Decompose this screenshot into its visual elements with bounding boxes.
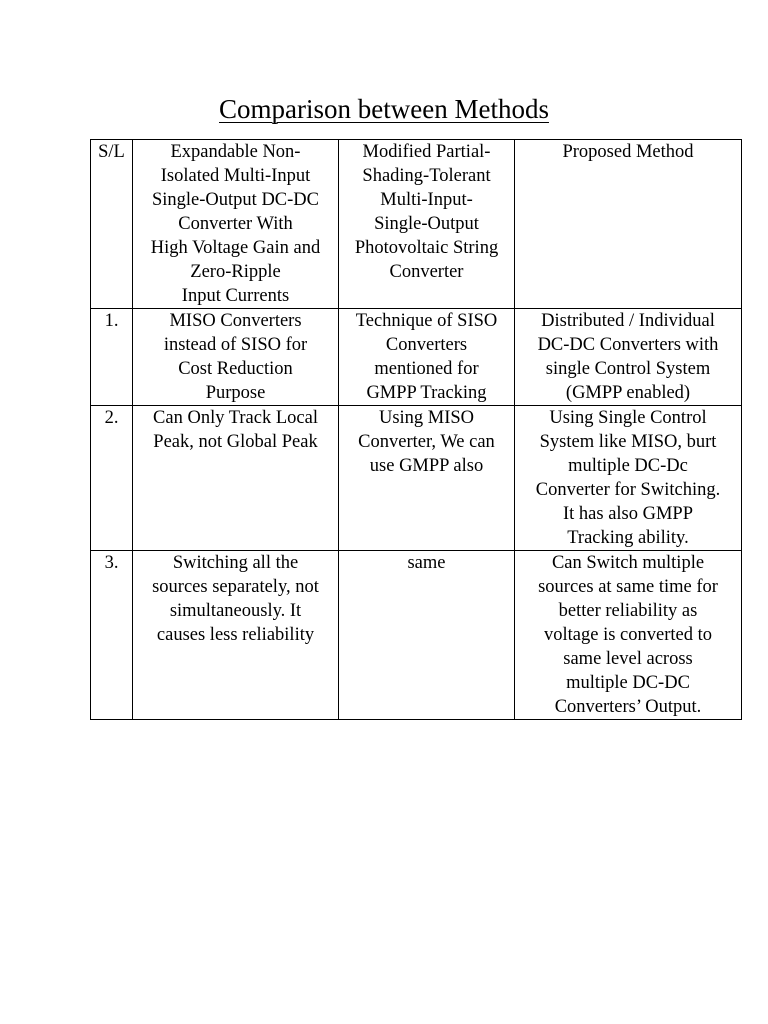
table-cell: Distributed / Individual DC-DC Converters with single Control System (GMPP enabled) [515, 309, 742, 406]
table-row [91, 309, 742, 406]
table-cell: MISO Converters instead of SISO for Cost Reduction Purpose [133, 309, 339, 406]
header-cell-expandable-method: Expandable Non- Isolated Multi-Input Single-Output DC-DC Converter With High Voltage Gain and Zero-Ripple Input Currents [133, 140, 339, 309]
table-row [91, 406, 742, 551]
table-cell: Switching all the sources separately, not simultaneously. It causes less reliability [133, 551, 339, 720]
table-cell: same [339, 551, 515, 720]
table-cell: Can Switch multiple sources at same time for better reliability as voltage is converted to same level across multiple DC-DC Converters’ Output. [515, 551, 742, 720]
table-cell-sl: 1. [91, 309, 133, 406]
header-cell-sl: S/L [91, 140, 133, 309]
table-cell: Using Single Control System like MISO, burt multiple DC-Dc Converter for Switching. It has also GMPP Tracking ability. [515, 406, 742, 551]
table-cell: Using MISO Converter, We can use GMPP also [339, 406, 515, 551]
table-header-row [91, 140, 742, 309]
table-cell: Technique of SISO Converters mentioned for GMPP Tracking [339, 309, 515, 406]
header-cell-proposed-method: Proposed Method [515, 140, 742, 309]
page-title: Comparison between Methods [219, 94, 549, 124]
table-row [91, 551, 742, 720]
header-cell-modified-method: Modified Partial- Shading-Tolerant Multi-Input- Single-Output Photovoltaic String Converter [339, 140, 515, 309]
comparison-table [90, 139, 742, 720]
table-cell-sl: 3. [91, 551, 133, 720]
table-cell: Can Only Track Local Peak, not Global Peak [133, 406, 339, 551]
table-cell-sl: 2. [91, 406, 133, 551]
